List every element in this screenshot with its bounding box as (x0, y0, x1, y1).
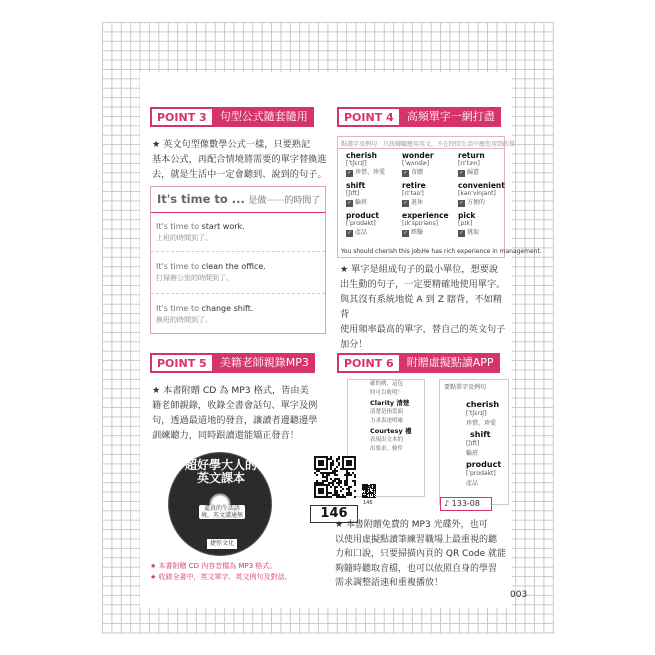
cd-title: 超好學大人的英文課本 (184, 458, 257, 485)
formula-header (151, 187, 325, 213)
qr-module (354, 468, 356, 470)
example-sentence: It's time to clean the office. 打掃辦公室的時間到了。 (156, 262, 266, 282)
example-sentence: It's time to change shift. 換班的時間到了。 (156, 304, 254, 324)
qr-module (354, 496, 356, 498)
qr-code[interactable] (314, 456, 356, 498)
point6-tag: POINT 6 (337, 353, 401, 373)
qr-module (350, 494, 352, 496)
qr-module (340, 490, 342, 492)
point6-header (337, 353, 500, 373)
vocab-cell: retire [rɪˈtaɪr] ✓ 退休 (402, 181, 426, 206)
qr-module (316, 474, 318, 476)
vocab-sample (337, 136, 542, 258)
qr-module (340, 482, 342, 484)
example-translation: 打掃辦公室的時間到了。 (156, 274, 233, 282)
point3-line: 去，就是生活中一定會聽到、說到的句子。 (152, 169, 327, 180)
qr-code-small[interactable] (362, 484, 376, 498)
example-translation: 上班的時間到了。 (156, 234, 212, 242)
example-sentence: It's time to start work. 上班的時間到了。 (156, 222, 245, 242)
point5-description (152, 383, 332, 443)
qr-module (342, 488, 344, 490)
vocab-example-row (341, 248, 542, 255)
qr-module (375, 493, 376, 494)
point5-tag: POINT 5 (150, 353, 214, 373)
vocab-header: 點選字及例句 只找轉職應用英文，不在時間生活中應您用到的單 (338, 137, 504, 149)
qr-module (350, 486, 352, 488)
vocab-cell: wonder [ˈwʌndɚ] ✓ 奇蹟 (402, 151, 434, 176)
vocab-grid (338, 151, 506, 243)
cd-note: ★ 本書附贈 CD 內容音檔為 MP3 格式。 (150, 562, 277, 570)
app-page-right: 要點單字及例句 cherish [ˈtʃɛrɪʃ] 珍惜、珍愛 shift [ʃɪft] 輪班 product [ˈprɑdəkt] 產品 (439, 379, 509, 505)
point4-line: 使用頻率最高的單字，替自己的英文句子 (340, 324, 506, 335)
page-folio: 003 (510, 590, 528, 600)
point5-line: 訓練聽力，同時跟讀還能矯正發音！ (152, 430, 299, 441)
example-keyword: clean the office. (201, 262, 266, 271)
point6-line: 夠隨時聽取音檔，也可以依照自身的學習 (335, 563, 498, 574)
vocab-cell: product [ˈprɑdəkt] ✓ 產品 (346, 211, 379, 236)
point4-line: 與其沒有系統地從 A 到 Z 瞎背，不如精背 (340, 294, 503, 320)
cd-note: ★ 收錄全書中，英文單字、英文例句及對話。 (150, 573, 292, 581)
point3-title: 句型公式隨套隨用 (214, 107, 314, 127)
divider (151, 251, 325, 252)
vocab-example-right: He has rich experience in management. (421, 248, 542, 255)
app-word: Courtesy 禮 (370, 427, 412, 435)
vocab-cell: cherish [ˈtʃɛrɪʃ] ✓ 珍惜、珍愛 (346, 151, 386, 176)
qr-module (330, 486, 332, 488)
point4-tag: POINT 4 (337, 107, 401, 127)
point6-line: 需求調整語速和重複播放！ (335, 578, 444, 588)
formula-english: It's time to ... (157, 192, 245, 206)
track-number: ♪ 133-08 (440, 497, 492, 511)
qr-module (363, 490, 364, 491)
point6-line: 力和口說，只要掃描內頁的 QR Code 就能 (335, 549, 506, 559)
qr-module (336, 486, 338, 488)
qr-module (336, 466, 338, 468)
point4-description (340, 262, 510, 352)
qr-module (336, 474, 338, 476)
formula-box (150, 186, 326, 334)
qr-module (372, 497, 373, 498)
point5-line: ★ 本書附贈 CD 為 MP3 格式，皆由美 (152, 385, 309, 396)
vocab-cell: convenient [kənˈvinjənt] ✓ 方便的 (458, 181, 505, 206)
point6-line: ★ 本書附贈免費的 MP3 光碟外，也可 (335, 520, 488, 530)
vocab-cell: return [rɪˈtɝn] ✓ 歸還 (458, 151, 485, 176)
point5-line: 籍老師親錄，收錄全書會話句、單字及例 (152, 400, 318, 411)
app-word: Clarity 清楚 (370, 399, 410, 407)
app-vocab-word: shift (470, 430, 491, 439)
point4-line: ★ 單字是組成句子的最小單位，想要說 (340, 264, 499, 275)
divider (151, 293, 325, 294)
cd-badge: 逼真的生活語境，英文溝通無障礙！ (200, 505, 243, 526)
qr-module (344, 496, 346, 498)
qr-module (336, 470, 338, 472)
cd-publisher: 捷徑文化 (207, 539, 237, 549)
qr-module (322, 464, 324, 466)
point6-title: 附贈虛擬點讀APP (401, 353, 500, 373)
example-translation: 換班的時間到了。 (156, 316, 212, 324)
point4-header (337, 107, 501, 127)
example-keyword: change shift. (201, 304, 254, 313)
example-keyword: start work. (201, 222, 245, 231)
mp3-cd-image (168, 452, 272, 556)
point5-header (150, 353, 315, 373)
point3-tag: POINT 3 (150, 107, 214, 127)
page-number-badge: 146 (310, 505, 358, 523)
point6-description (335, 518, 507, 591)
qr-module (354, 476, 356, 478)
qr-module (350, 464, 352, 466)
qr-module (350, 474, 352, 476)
point3-description (152, 137, 332, 182)
qr-module (354, 490, 356, 492)
vocab-cell: pick [pɪk] ✓ 挑取 (458, 211, 480, 236)
vocab-example-left: You should cherish this job. (341, 248, 423, 255)
point5-line: 句，透過最道地的發音，讓讀者邊聽邊學 (152, 415, 318, 426)
point4-title: 高頻單字一網打盡 (401, 107, 501, 127)
app-vocab-word: cherish (466, 400, 500, 409)
point3-line: ★ 英文句型像數學公式一樣，只要熟記 (152, 139, 311, 150)
qr-module (367, 497, 368, 498)
app-vocab-word: product (466, 460, 502, 469)
qr-module (322, 492, 324, 494)
qr-module (338, 464, 340, 466)
vocab-cell: experience [ɪkˈspɪriəns] ✓ 經驗 (402, 211, 449, 236)
point4-line: 加分！ (340, 339, 368, 350)
point5-title: 美籍老師親錄MP3 (214, 353, 315, 373)
app-page-left: 確的例，這包 時可以收明！ Clarity 清楚 清楚是指當面 力求表述明確 Courtesy 禮 表現出文本的 出要求、條件 (347, 379, 425, 497)
point3-line: 基本公式，再配合情境將需要的單字替換進 (152, 154, 327, 165)
qr-module (326, 468, 328, 470)
qr-module (338, 458, 340, 460)
formula-gloss: 是做⋯⋯的時間了 (248, 196, 321, 206)
qr-module (375, 495, 376, 496)
point6-line: 以使用虛擬點讀筆練習職場上最重視的聽 (335, 534, 498, 545)
qr-page-label: 146 (363, 500, 373, 506)
vocab-cell: shift [ʃɪft] ✓ 輪班 (346, 181, 368, 206)
qr-module (328, 474, 330, 476)
qr-module (354, 484, 356, 486)
qr-module (330, 496, 332, 498)
point3-header (150, 107, 314, 127)
qr-module (332, 464, 334, 466)
qr-module (375, 497, 376, 498)
point4-line: 出生動的句子，一定要精確地使用單字。 (340, 279, 506, 290)
